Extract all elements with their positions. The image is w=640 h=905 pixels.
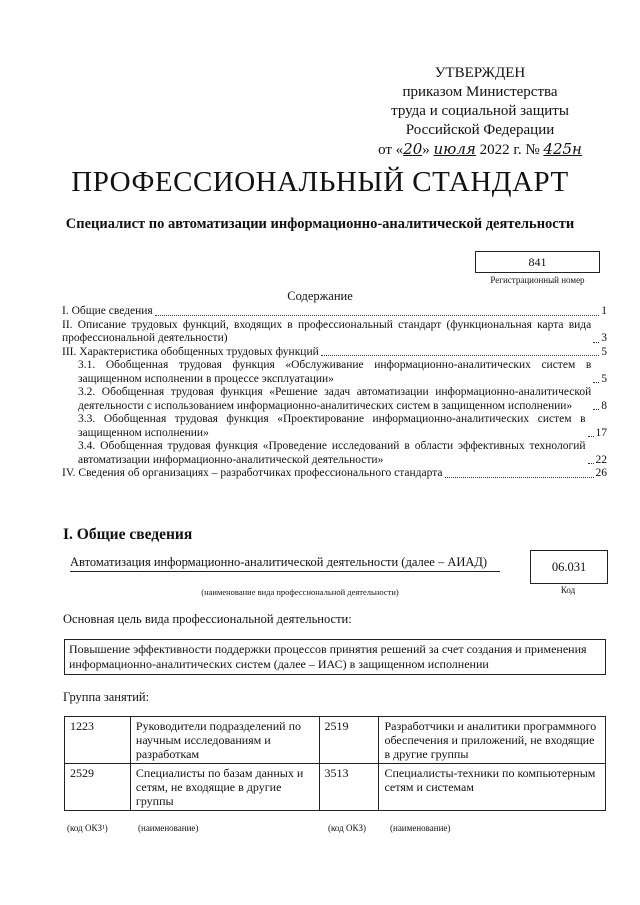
toc-entry-text: 3.2. Обобщенная трудовая функция «Решение задач автоматизации информационно-аналитической деятельности с использованием информационно-аналитических систем в защищенном исполнении» [78, 386, 592, 412]
toc-entry[interactable] [62, 440, 607, 467]
standard-name: Специалист по автоматизации информационно-аналитической деятельности [65, 216, 575, 232]
toc-entry[interactable] [62, 305, 607, 319]
registration-number: 841 [475, 251, 600, 273]
activity-code: 06.031 [530, 550, 608, 584]
approval-line: Российской Федерации [405, 122, 555, 138]
registration-label: Регистрационный номер [490, 275, 585, 285]
okz-code-caption: (код ОКЗ) [328, 823, 366, 833]
occupation-group-table [64, 716, 606, 811]
approval-heading: УТВЕРЖДЕН [434, 65, 526, 81]
name-caption: (наименование) [138, 823, 199, 833]
toc-leader [593, 342, 599, 343]
toc-entry-text: IV. Сведения об организациях – разработчиках профессионального стандарта [62, 467, 443, 479]
toc-leader [593, 409, 599, 410]
date-month: июля [433, 140, 476, 158]
section-heading: I. Общие сведения [63, 526, 193, 543]
main-goal-text: Повышение эффективности поддержки процессов принятия решений за счет создания и применения информационно-аналитических систем (далее – ИАС) в защищенном исполнении [64, 639, 606, 675]
okz-code-cell: 2529 [65, 764, 131, 811]
toc-entry[interactable] [62, 359, 607, 386]
toc-leader [588, 463, 594, 464]
toc-entry[interactable] [62, 386, 607, 413]
okz-code-cell: 3513 [319, 764, 379, 811]
toc-leader [588, 436, 594, 437]
document-title: ПРОФЕССИОНАЛЬНЫЙ СТАНДАРТ [71, 166, 569, 198]
toc-entry-page: 5 [601, 372, 607, 385]
approval-date-line [360, 140, 600, 160]
date-prefix: от « [378, 142, 404, 158]
occupation-name-cell: Разработчики и аналитики программного обеспечения и приложений, не входящие в другие группы [379, 717, 606, 764]
toc-heading: Содержание [287, 289, 353, 303]
table-row [65, 764, 606, 811]
okz-code-caption: (код ОКЗ¹) [67, 823, 108, 833]
table-row [65, 717, 606, 764]
table-of-contents [62, 305, 607, 481]
occupation-name-cell: Специалисты-техники по компьютерным сетям и системам [379, 764, 606, 811]
toc-entry-text: 3.4. Обобщенная трудовая функция «Проведение исследований в области эффективных технологий автоматизации информационно-аналитической деятельности» [78, 440, 586, 466]
toc-entry-page: 26 [595, 467, 607, 479]
name-caption: (наименование) [390, 823, 451, 833]
approval-block [360, 64, 600, 160]
date-day: 20 [403, 140, 423, 158]
toc-entry[interactable] [62, 346, 607, 360]
toc-entry-text: III. Характеристика обобщенных трудовых функций [62, 345, 319, 358]
approval-line: труда и социальной защиты [391, 103, 569, 119]
main-goal-label: Основная цель вида профессиональной деятельности: [63, 612, 352, 626]
toc-entry-page: 3 [601, 332, 607, 344]
toc-entry[interactable] [62, 319, 607, 346]
activity-caption: (наименование вида профессиональной деятельности) [201, 587, 399, 597]
toc-entry-text: II. Описание трудовых функций, входящих в профессиональный стандарт (функциональная карта вида профессиональной деятельности) [62, 318, 592, 344]
toc-entry-page: 5 [601, 345, 607, 358]
toc-leader [445, 477, 594, 478]
toc-entry-page: 17 [595, 426, 607, 439]
occupation-name-cell: Специалисты по базам данных и сетям, не входящие в другие группы [130, 764, 319, 811]
toc-entry-text: I. Общие сведения [62, 305, 153, 317]
occupation-name-cell: Руководители подразделений по научным исследованиям и разработкам [130, 717, 319, 764]
occupation-group-label: Группа занятий: [63, 690, 150, 704]
okz-code-cell: 2519 [319, 717, 379, 764]
activity-name: Автоматизация информационно-аналитической деятельности (далее – АИАД) [70, 555, 500, 572]
toc-leader [593, 382, 599, 383]
approval-line: приказом Министерства [402, 84, 558, 100]
code-caption: Код [560, 585, 576, 595]
toc-entry-page: 22 [595, 453, 607, 466]
okz-code-cell: 1223 [65, 717, 131, 764]
date-mid: » [422, 142, 434, 158]
toc-entry-text: 3.1. Обобщенная трудовая функция «Обслуживание информационно-аналитических систем в защищенном исполнении в процессе эксплуатации» [78, 359, 592, 385]
toc-entry[interactable] [62, 413, 607, 440]
toc-leader [155, 315, 600, 316]
toc-entry-text: 3.3. Обобщенная трудовая функция «Проектирование информационно-аналитических систем в защищенном исполнении» [78, 413, 586, 439]
toc-entry-page: 1 [601, 305, 607, 317]
toc-leader [321, 355, 599, 356]
toc-entry[interactable] [62, 467, 607, 481]
date-year: 2022 г. № [475, 142, 544, 158]
order-number: 425н [543, 140, 582, 158]
toc-entry-page: 8 [601, 399, 607, 412]
